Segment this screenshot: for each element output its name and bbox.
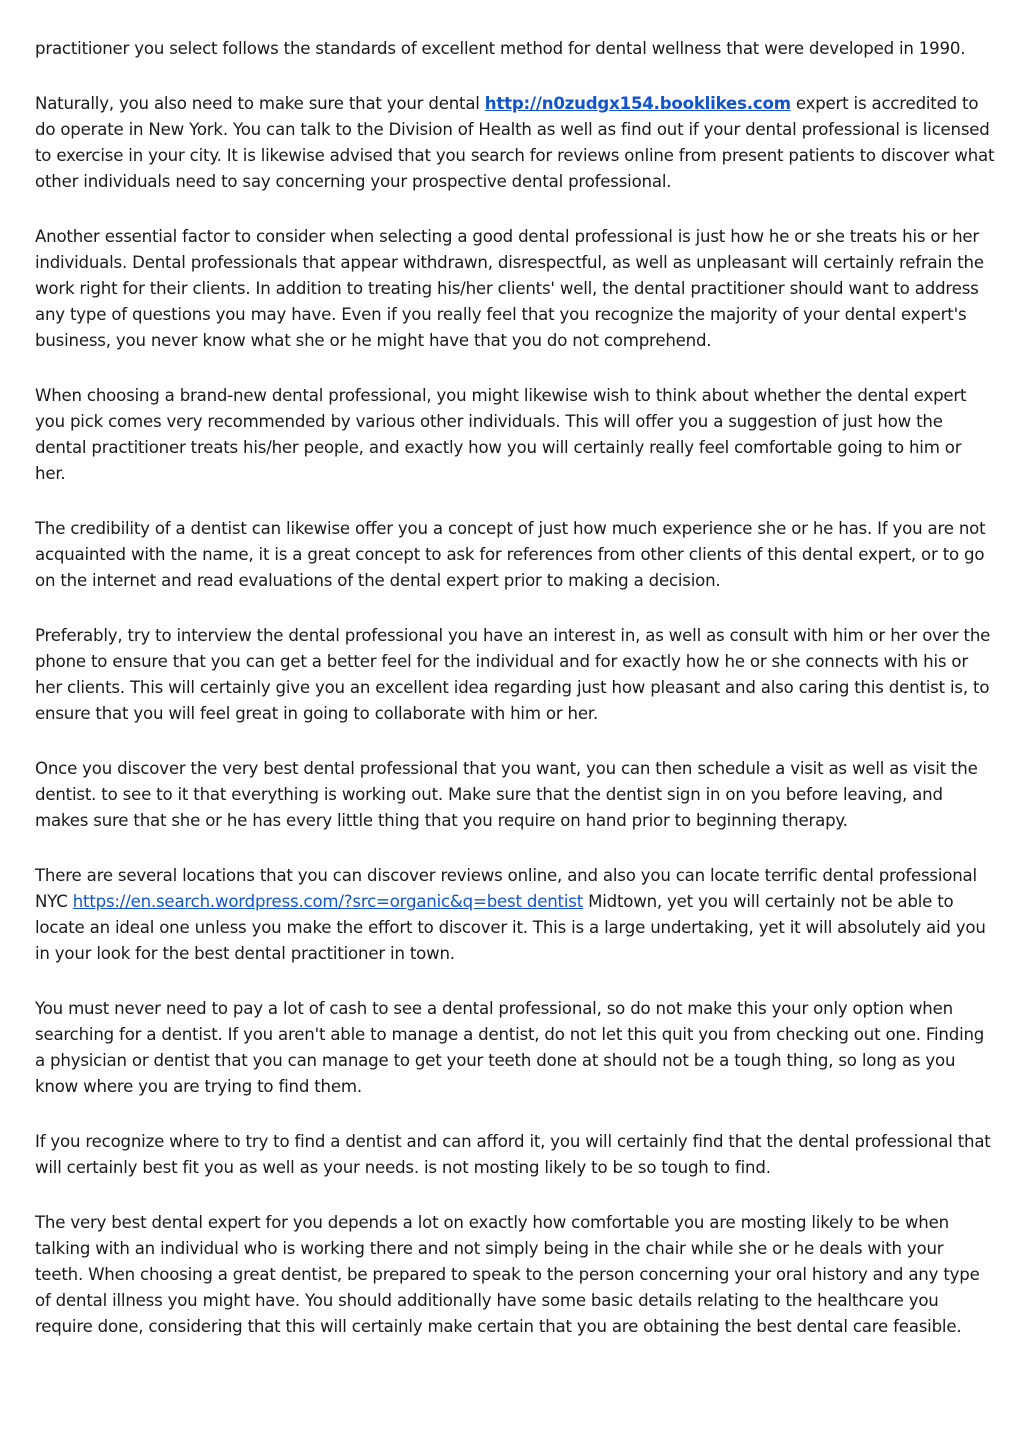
paragraph-9: You must never need to pay a lot of cash to see a dental professional, so do not make this your only option when searching for a dentist. If you aren't able to manage a dentist, do not let this quit you from checking out one. Finding a physician or dentist that you can manage to get your teeth done at should not be a tough thing, so long as you know where you are trying to find them. xyxy=(35,999,985,1096)
paragraph-5: The credibility of a dentist can likewise offer you a concept of just how much experience she or he has. If you are not acquainted with the name, it is a great concept to ask for references from other clients of this dental expert, or to go on the internet and read evaluations of the dental expert prior to making a decision. xyxy=(35,519,986,590)
paragraph-11: The very best dental expert for you depends a lot on exactly how comfortable you are mosting likely to be when talking with an individual who is working there and not simply being in the chair while she or he deals with your teeth. When choosing a great dentist, be prepared to speak to the person concerning your oral history and any type of dental illness you might have. You should additionally have some basic details relating to the healthcare you require done, considering that this will certainly make certain that you are obtaining the best dental care feasible. xyxy=(35,1213,980,1336)
paragraph-7: Once you discover the very best dental professional that you want, you can then schedule a visit as well as visit the dentist. to see to it that everything is working out. Make sure that the dentist sign in on you before leaving, and makes sure that she or he has every little thing that you require on hand prior to beginning therapy. xyxy=(35,759,978,830)
paragraph-2-text-before: Naturally, you also need to make sure that your dental xyxy=(35,94,485,113)
paragraph-8 xyxy=(35,863,995,967)
paragraph-2 xyxy=(35,91,995,195)
paragraph-1: practitioner you select follows the standards of excellent method for dental wellness that were developed in 1990. xyxy=(35,39,966,58)
paragraph-4: When choosing a brand-new dental professional, you might likewise wish to think about whether the dental expert you pick comes very recommended by various other individuals. This will offer you a suggestion of just how the dental practitioner treats his/her people, and exactly how you will certainly really feel comfortable going to him or her. xyxy=(35,386,967,483)
wordpress-search-link[interactable]: https://en.search.wordpress.com/?src=organic&q=best dentist xyxy=(72,892,584,911)
paragraph-10: If you recognize where to try to find a dentist and can afford it, you will certainly find that the dental professional that will certainly best fit you as well as your needs. is not mosting likely to be so tough to find. xyxy=(35,1132,991,1177)
paragraph-2-text-after: expert is accredited to do operate in New York. You can talk to the Division of Health as well as find out if your dental professional is licensed to exercise in your city. It is likewise advised that you search for reviews online from present patients to discover what other individuals need to say concerning your prospective dental professional. xyxy=(35,94,995,191)
paragraph-6: Preferably, try to interview the dental professional you have an interest in, as well as consult with him or her over the phone to ensure that you can get a better feel for the individual and for exactly how he or she connects with his or her clients. This will certainly give you an excellent idea regarding just how pleasant and also caring this dentist is, to ensure that you will feel great in going to collaborate with him or her. xyxy=(35,626,991,723)
document-body xyxy=(35,36,995,1369)
booklikes-link[interactable]: http://n0zudgx154.booklikes.com xyxy=(484,94,791,113)
paragraph-8-text-after: Midtown, yet you will certainly not be able to locate an ideal one unless you make the effort to discover it. This is a large undertaking, yet it will absolutely aid you in your look for the best dental practitioner in town. xyxy=(35,892,986,963)
paragraph-8-text-before: There are several locations that you can discover reviews online, and also you can locate terrific dental professional NYC xyxy=(35,866,977,911)
paragraph-3: Another essential factor to consider when selecting a good dental professional is just how he or she treats his or her individuals. Dental professionals that appear withdrawn, disrespectful, as well as unpleasant will certainly refrain the work right for their clients. In addition to treating his/her clients' well, the dental practitioner should want to address any type of questions you may have. Even if you really feel that you recognize the majority of your dental expert's business, you never know what she or he might have that you do not comprehend. xyxy=(35,227,984,350)
